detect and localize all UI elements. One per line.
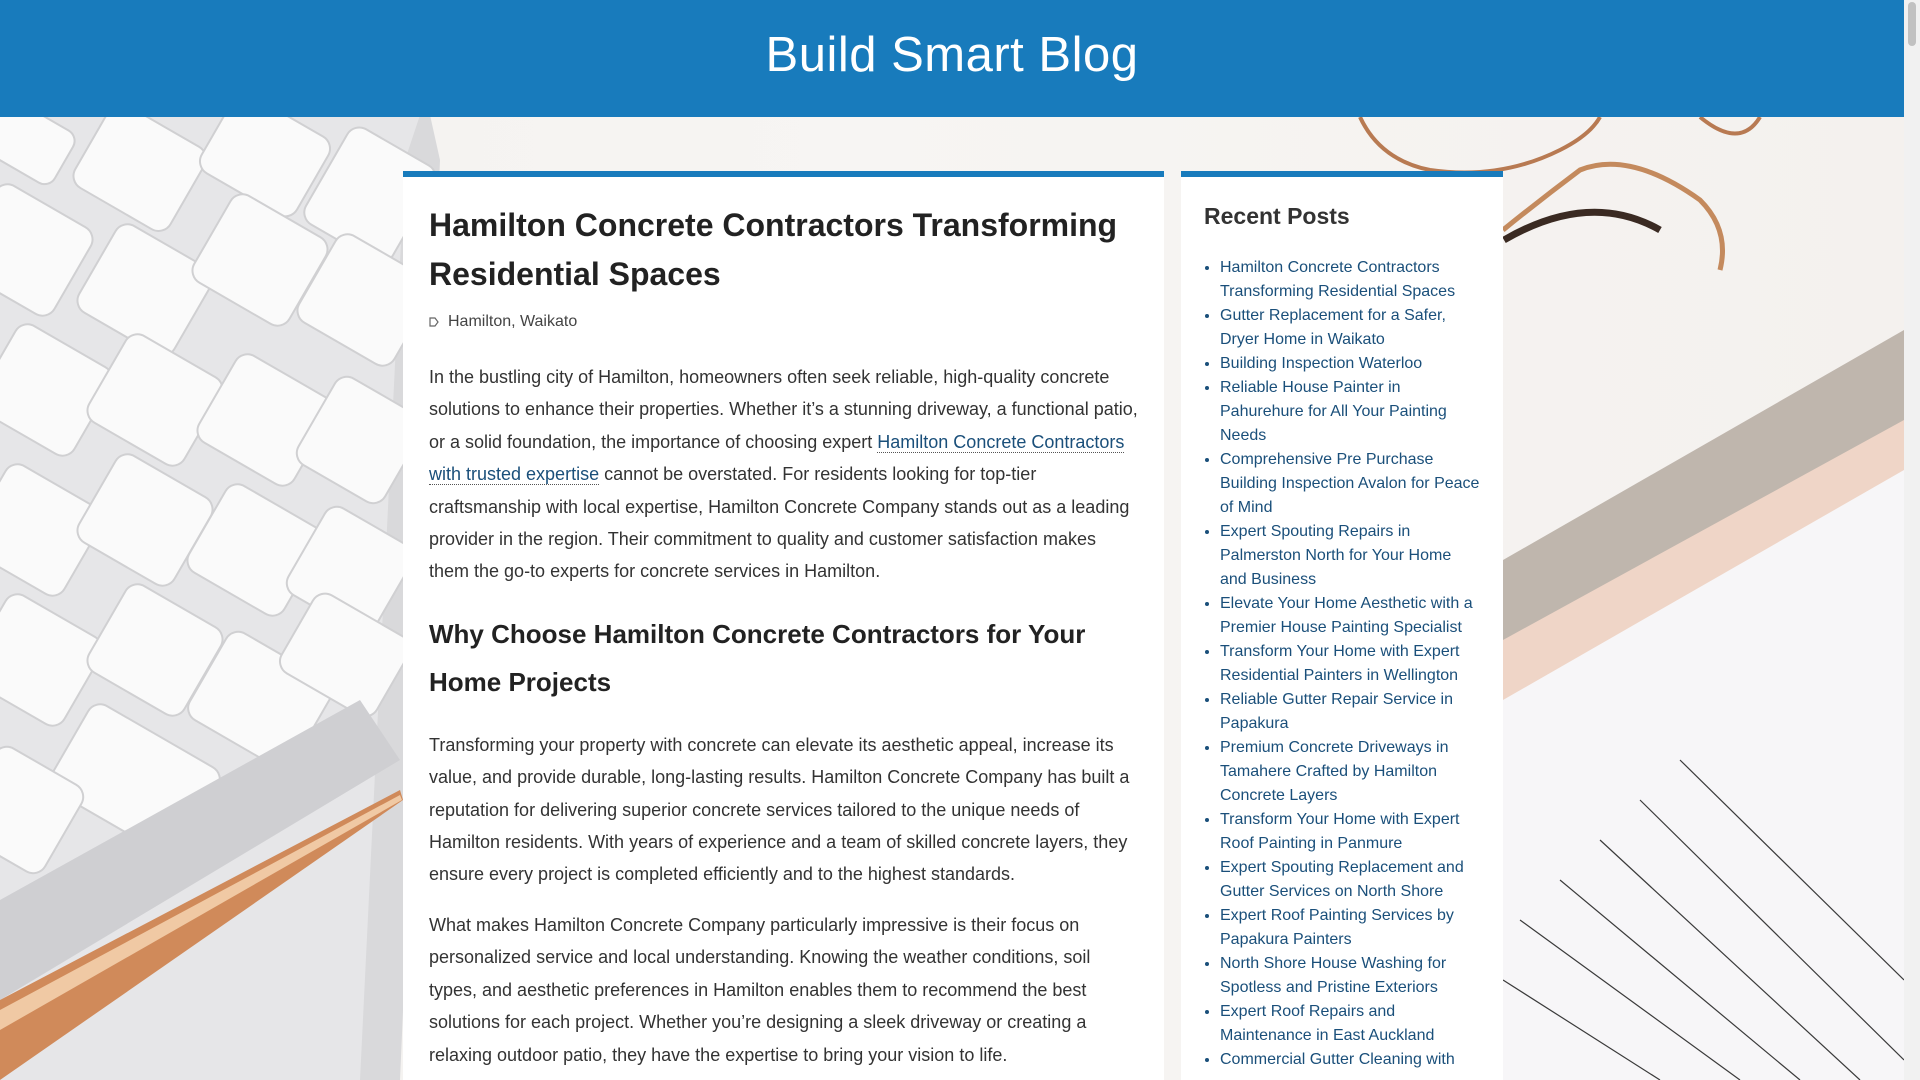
list-item <box>1220 856 1481 904</box>
list-item <box>1220 592 1481 640</box>
recent-post-link[interactable]: North Shore House Washing for Spotless and Pristine Exteriors <box>1220 955 1447 996</box>
intro-paragraph <box>429 361 1138 588</box>
page-scrollbar[interactable] <box>1904 0 1920 1080</box>
tag-icon <box>429 317 439 327</box>
intro-text-start: In the bustling city of Hamilton, homeowners often seek reliable, high-quality concrete solutions to enhance their properties. Whether it’s a stunning driveway, a functional patio, or a solid foundation, the importance of choosing expert <box>429 367 1138 452</box>
hamilton-concrete-link[interactable]: Hamilton Concrete Contractors with trusted expertise <box>429 431 1125 485</box>
recent-post-link[interactable]: Commercial Gutter Cleaning with <box>1220 1051 1455 1068</box>
article <box>403 171 1164 1080</box>
post-title: Hamilton Concrete Contractors Transforming Residential Spaces <box>429 207 1118 292</box>
list-item <box>1220 952 1481 1000</box>
recent-post-link[interactable]: Elevate Your Home Aesthetic with a Premier House Painting Specialist <box>1220 595 1473 636</box>
recent-post-link[interactable]: Reliable Gutter Repair Service in Papakura <box>1220 691 1453 732</box>
intro-text-end: cannot be overstated. For residents looking for top-tier craftsmanship with local expertise, Hamilton Concrete Company stands out as a leading provider in the region. Their commitment to quality and customer satisfaction makes them the go-to experts for concrete services in Hamilton. <box>429 464 1130 582</box>
list-item <box>1220 1048 1481 1072</box>
scrollbar-thumb[interactable] <box>1908 2 1916 46</box>
recent-post-link[interactable]: Gutter Replacement for a Safer, Dryer Home in Waikato <box>1220 307 1446 348</box>
section-heading: Why Choose Hamilton Concrete Contractors for Your Home Projects <box>429 618 1086 698</box>
recent-post-link[interactable]: Expert Spouting Repairs in Palmerston North for Your Home and Business <box>1220 523 1452 588</box>
list-item <box>1220 520 1481 592</box>
recent-post-link[interactable]: Transform Your Home with Expert Residential Painters in Wellington <box>1220 643 1460 684</box>
list-item <box>1220 352 1481 376</box>
recent-post-link[interactable]: Premium Concrete Driveways in Tamahere Crafted by Hamilton Concrete Layers <box>1220 739 1449 804</box>
recent-post-link[interactable]: Comprehensive Pre Purchase Building Inspection Avalon for Peace of Mind <box>1220 451 1480 516</box>
paragraph-2: Transforming your property with concrete can elevate its aesthetic appeal, increase its value, and provide durable, long-lasting results. Hamilton Concrete Company has built a reputation for delivering superior concrete services tailored to the unique needs of Hamilton residents. With years of experience and a team of skilled concrete layers, they ensure every project is completed efficiently and to the highest standards. <box>429 734 1130 885</box>
list-item <box>1220 808 1481 856</box>
recent-post-link[interactable]: Hamilton Concrete Contractors Transforming Residential Spaces <box>1220 259 1456 300</box>
list-item <box>1220 256 1481 304</box>
list-item <box>1220 640 1481 688</box>
recent-posts-title: Recent Posts <box>1204 203 1350 229</box>
recent-posts-list <box>1204 256 1481 1072</box>
recent-post-link[interactable]: Expert Spouting Replacement and Gutter Services on North Shore <box>1220 859 1464 900</box>
list-item <box>1220 448 1481 520</box>
list-item <box>1220 304 1481 352</box>
recent-post-link[interactable]: Building Inspection Waterloo <box>1220 355 1423 372</box>
list-item <box>1220 736 1481 808</box>
recent-post-link[interactable]: Transform Your Home with Expert Roof Painting in Panmure <box>1220 811 1460 852</box>
list-item <box>1220 376 1481 448</box>
paragraph-3: What makes Hamilton Concrete Company particularly impressive is their focus on personalized service and local understanding. Knowing the weather conditions, soil types, and aesthetic preferences in Hamilton enables them to recommend the best solutions for each project. Whether you’re designing a sleek driveway or creating a relaxing outdoor patio, they have the expertise to bring your vision to life. <box>429 914 1091 1065</box>
recent-post-link[interactable]: Reliable House Painter in Pahurehure for All Your Painting Needs <box>1220 379 1447 444</box>
list-item <box>1220 904 1481 952</box>
recent-post-link[interactable]: Expert Roof Painting Services by Papakura Painters <box>1220 907 1454 948</box>
post-meta <box>429 313 1138 331</box>
post-category[interactable]: Hamilton, Waikato <box>448 313 578 330</box>
sidebar <box>1181 171 1503 1080</box>
site-title[interactable]: Build Smart Blog <box>765 27 1139 82</box>
list-item <box>1220 688 1481 736</box>
list-item <box>1220 1000 1481 1048</box>
site-header <box>0 0 1904 117</box>
recent-post-link[interactable]: Expert Roof Repairs and Maintenance in East Auckland <box>1220 1003 1435 1044</box>
